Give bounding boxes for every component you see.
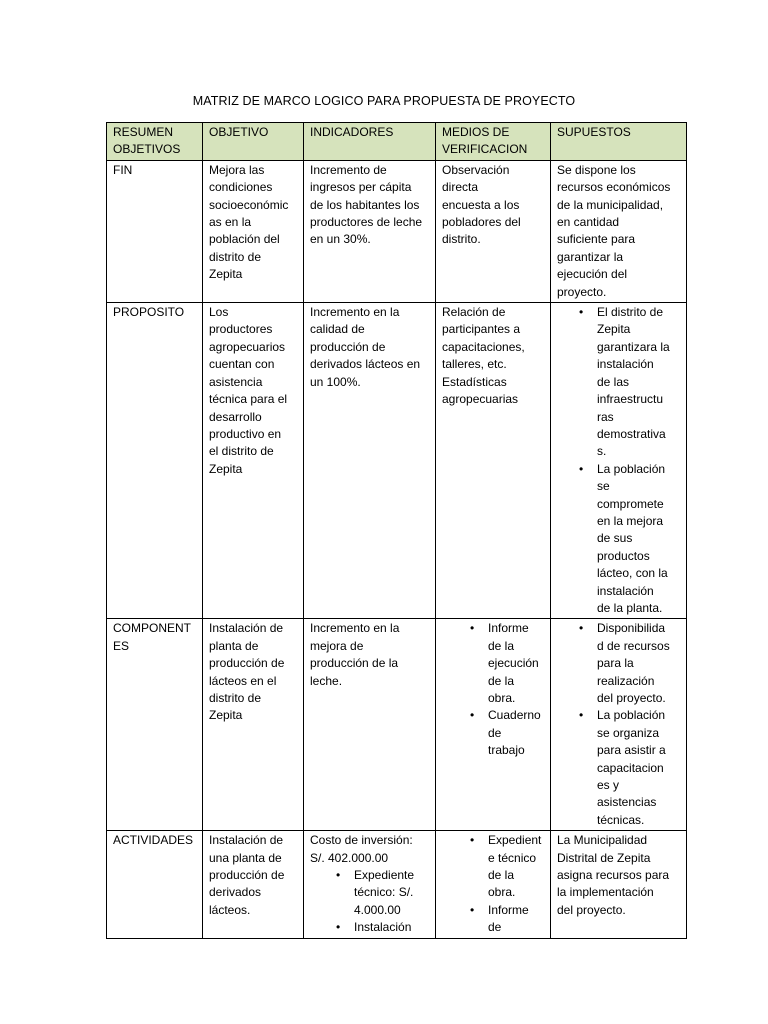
- table-row-actividades: [107, 831, 687, 938]
- list-item: • Expedient e técnico de la obra.: [488, 832, 546, 902]
- list-item: • Cuaderno de trabajo: [488, 707, 546, 759]
- proposito-medios-cell: Relación de participantes a capacitaciones, talleres, etc. Estadísticas agropecuarias: [436, 303, 551, 619]
- list-item: • La población se organiza para asistir a capacitacion es y asistencias técnicas.: [597, 707, 682, 829]
- actividades-medios-cell: [436, 831, 551, 938]
- header-supuestos: SUPUESTOS: [551, 123, 687, 161]
- cost-summary: Costo de inversión: S/. 402.000.00: [310, 833, 413, 865]
- list-item: • El distrito de Zepita garantizara la instalación de las infraestructu ras demostrativa s.: [597, 304, 682, 461]
- header-objetivo: OBJETIVO: [203, 123, 304, 161]
- bullet-list: [442, 620, 546, 759]
- row-label-componentes: COMPONENT ES: [107, 619, 203, 831]
- bullet-list: [557, 304, 682, 617]
- logical-framework-table: [106, 122, 687, 939]
- actividades-supuestos-cell: La Municipalidad Distrital de Zepita asigna recursos para la implementación del proyecto.: [551, 831, 687, 938]
- bullet-list: [442, 832, 546, 936]
- list-item: • Expediente técnico: S/. 4.000.00: [354, 867, 431, 919]
- proposito-supuestos-cell: [551, 303, 687, 619]
- componentes-indicadores-cell: Incremento en la mejora de producción de la leche.: [304, 619, 436, 831]
- header-resumen-objetivos: RESUMEN OBJETIVOS: [107, 123, 203, 161]
- componentes-objetivo-cell: Instalación de planta de producción de lácteos en el distrito de Zepita: [203, 619, 304, 831]
- bullet-list: [557, 620, 682, 829]
- list-item: • Informe de: [488, 902, 546, 937]
- table-row-fin: [107, 160, 687, 302]
- actividades-objetivo-cell: Instalación de una planta de producción de derivados lácteos.: [203, 831, 304, 938]
- componentes-medios-cell: [436, 619, 551, 831]
- bullet-list: [310, 867, 431, 937]
- row-label-proposito: PROPOSITO: [107, 303, 203, 619]
- proposito-objetivo-cell: Los productores agropecuarios cuentan con asistencia técnica para el desarrollo productivo en el distrito de Zepita: [203, 303, 304, 619]
- list-item: • La población se compromete en la mejora de sus productos lácteo, con la instalación de la planta.: [597, 461, 682, 618]
- header-indicadores: INDICADORES: [304, 123, 436, 161]
- list-item: • Instalación: [354, 919, 431, 936]
- table-row-proposito: [107, 303, 687, 619]
- list-item: • Disponibilida d de recursos para la realización del proyecto.: [597, 620, 682, 707]
- componentes-supuestos-cell: [551, 619, 687, 831]
- document-title: MATRIZ DE MARCO LOGICO PARA PROPUESTA DE PROYECTO: [192, 94, 576, 108]
- fin-objetivo-cell: Mejora las condiciones socioeconómic as en la población del distrito de Zepita: [203, 160, 304, 302]
- header-medios-verificacion: MEDIOS DE VERIFICACION: [436, 123, 551, 161]
- actividades-indicadores-cell: [304, 831, 436, 938]
- row-label-actividades: ACTIVIDADES: [107, 831, 203, 938]
- table-row-componentes: [107, 619, 687, 831]
- proposito-indicadores-cell: Incremento en la calidad de producción de derivados lácteos en un 100%.: [304, 303, 436, 619]
- list-item: • Informe de la ejecución de la obra.: [488, 620, 546, 707]
- fin-supuestos-cell: Se dispone los recursos económicos de la municipalidad, en cantidad suficiente para garantizar la ejecución del proyecto.: [551, 160, 687, 302]
- fin-indicadores-cell: Incremento de ingresos per cápita de los habitantes los productores de leche en un 30%.: [304, 160, 436, 302]
- row-label-fin: FIN: [107, 160, 203, 302]
- fin-medios-cell: Observación directa encuesta a los pobladores del distrito.: [436, 160, 551, 302]
- table-header-row: [107, 123, 687, 161]
